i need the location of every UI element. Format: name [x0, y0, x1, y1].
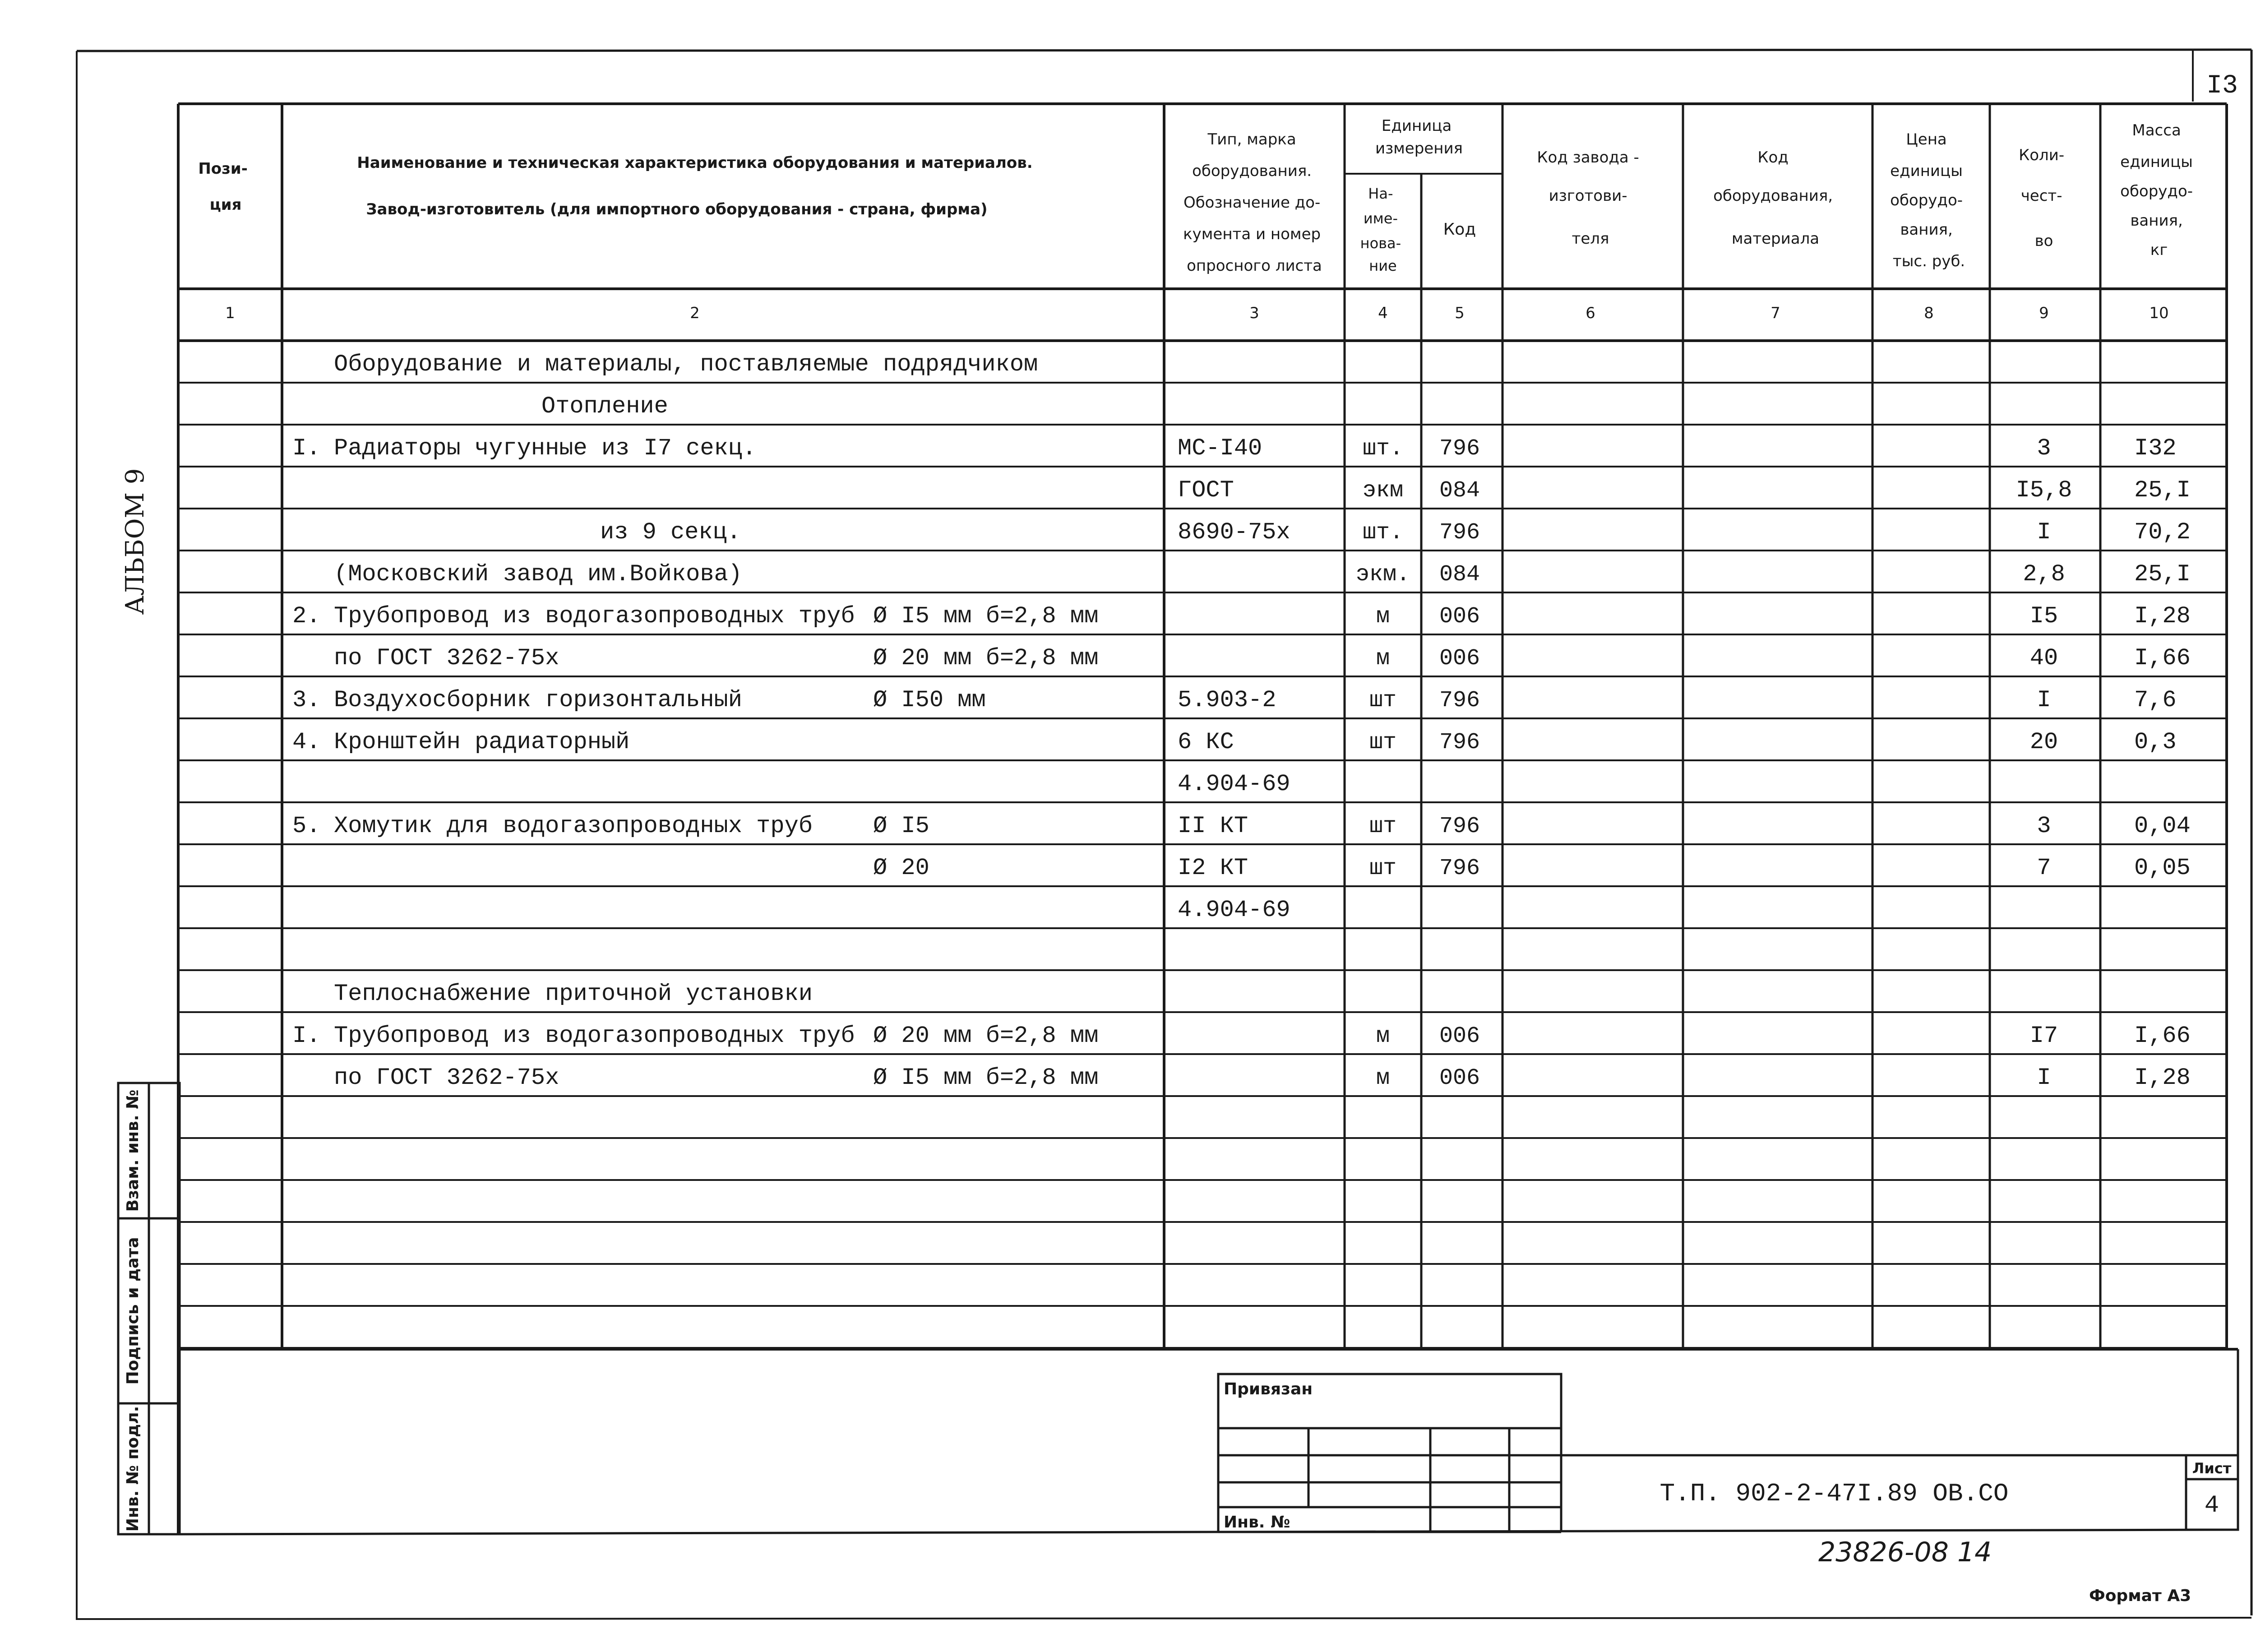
row-mass: 0,3	[2134, 729, 2177, 755]
row-type: I2 КТ	[1178, 855, 1248, 881]
row-quantity: 20	[2029, 729, 2058, 755]
side-label-podpis: Подпись и дата	[124, 1237, 142, 1385]
row-spec: Ø I5	[873, 813, 929, 839]
stamp-inv-no: Инв. №	[1224, 1513, 1290, 1532]
row-unit-code: 796	[1439, 520, 1480, 546]
stamp-list-label: Лист	[2192, 1460, 2232, 1477]
colnum-7: 7	[1771, 304, 1780, 322]
row-type: 5.903-2	[1178, 687, 1276, 713]
header-price: Цена единицы оборудо- вания, тыс. руб.	[1890, 130, 1965, 270]
row-unit-name: шт	[1369, 730, 1397, 755]
colnum-2: 2	[690, 304, 700, 322]
header-type: Тип, марка оборудования. Обозначение до- кумента и номер опросного листа	[1183, 130, 1322, 275]
row-quantity: I5	[2029, 603, 2058, 629]
header-unit-group: Единица измерения	[1375, 117, 1463, 157]
header-unit-code: Код	[1443, 220, 1476, 239]
row-spec: Ø 20	[873, 855, 929, 881]
row-mass: I,28	[2134, 1064, 2191, 1091]
row-unit-name: экм.	[1355, 562, 1410, 588]
row-unit-code: 084	[1439, 478, 1480, 504]
table-body	[292, 351, 2191, 1091]
row-spec: Ø 20 мм б=2,8 мм	[873, 645, 1099, 671]
format-label: Формат А3	[2089, 1587, 2191, 1605]
colnum-1: 1	[225, 304, 235, 322]
row-type: ГОСТ	[1178, 477, 1234, 504]
row-type: 4.904-69	[1178, 897, 1290, 923]
row-unit-code: 006	[1439, 646, 1480, 671]
row-mass: 25,I	[2134, 477, 2191, 504]
row-unit-code: 796	[1439, 814, 1480, 839]
row-unit-name: м	[1376, 646, 1390, 671]
stamp-list-number: 4	[2204, 1492, 2219, 1519]
row-unit-name: м	[1376, 1065, 1390, 1091]
sheet-number-top: I3	[2206, 71, 2238, 101]
row-mass: I32	[2134, 435, 2177, 462]
row-unit-code: 796	[1439, 688, 1480, 713]
header-name-line1: Наименование и техническая характеристика оборудования и материалов.	[357, 154, 1033, 172]
row-mass: I,28	[2134, 603, 2191, 629]
row-name: Отопление	[541, 393, 668, 420]
row-name: Трубопровод из водогазопроводных труб	[334, 603, 855, 629]
row-type: 6 КС	[1178, 729, 1234, 755]
row-quantity: I5,8	[2016, 477, 2072, 504]
row-position: I.	[292, 435, 321, 462]
row-unit-code: 084	[1439, 562, 1480, 588]
colnum-5: 5	[1455, 304, 1465, 322]
header-unit-name: На- име- нова- ние	[1360, 185, 1401, 274]
colnum-6: 6	[1586, 304, 1595, 322]
row-quantity: 7	[2037, 855, 2051, 881]
row-name: по ГОСТ 3262-75х	[334, 645, 559, 671]
row-name: Оборудование и материалы, поставляемые подрядчиком	[334, 351, 1038, 378]
colnum-3: 3	[1249, 304, 1259, 322]
row-unit-name: шт.	[1362, 436, 1404, 462]
stamp-privyazan: Привязан	[1224, 1380, 1313, 1398]
row-position: I.	[292, 1023, 321, 1049]
row-position: 2.	[292, 603, 321, 629]
side-label-vzam: Взам. инв. №	[124, 1089, 142, 1212]
colnum-9: 9	[2039, 304, 2049, 322]
table-header	[198, 117, 2198, 275]
row-unit-code: 006	[1439, 1023, 1480, 1049]
row-name: Теплоснабжение приточной установки	[334, 981, 813, 1007]
row-unit-code: 796	[1439, 856, 1480, 881]
row-quantity: 2,8	[2023, 561, 2065, 588]
handwritten-archive-number: 23826-08 14	[1818, 1536, 1992, 1568]
row-type: II КТ	[1178, 813, 1248, 839]
row-quantity: 40	[2029, 645, 2058, 671]
row-unit-name: шт	[1369, 856, 1397, 881]
row-spec: Ø I5 мм б=2,8 мм	[873, 1064, 1099, 1091]
colnum-8: 8	[1924, 304, 1934, 322]
row-name: по ГОСТ 3262-75х	[334, 1064, 559, 1091]
row-position: 3.	[292, 687, 321, 713]
row-quantity: I7	[2029, 1023, 2058, 1049]
title-block	[1218, 1374, 2238, 1532]
row-unit-code: 796	[1439, 436, 1480, 462]
header-mass: Масса единицы оборудо- вания, кг	[2120, 121, 2193, 259]
header-quantity: Коли- чест- во	[2019, 146, 2065, 250]
colnum-4: 4	[1378, 304, 1388, 322]
row-name: Воздухосборник горизонтальный	[334, 687, 742, 713]
row-spec: Ø 20 мм б=2,8 мм	[873, 1023, 1099, 1049]
row-unit-code: 006	[1439, 604, 1480, 629]
row-unit-name: м	[1376, 1023, 1390, 1049]
row-name: Радиаторы чугунные из I7 секц.	[334, 435, 757, 462]
row-spec: Ø I50 мм	[873, 687, 986, 713]
row-type: 8690-75х	[1178, 519, 1290, 546]
row-mass: I,66	[2134, 645, 2191, 671]
row-unit-name: экм	[1362, 478, 1404, 504]
column-number-row	[225, 304, 2168, 322]
side-label-inv: Инв. № подл.	[124, 1406, 142, 1532]
row-name: из 9 секц.	[600, 519, 741, 546]
row-name: Кронштейн радиаторный	[334, 729, 630, 755]
header-name-line2: Завод-изготовитель (для импортного оборудования - страна, фирма)	[366, 200, 988, 218]
row-mass: I,66	[2134, 1023, 2191, 1049]
row-mass: 25,I	[2134, 561, 2191, 588]
row-quantity: 3	[2037, 435, 2051, 462]
row-position: 5.	[292, 813, 321, 839]
row-mass: 0,04	[2134, 813, 2191, 839]
row-quantity: 3	[2037, 813, 2051, 839]
header-equipment-code: Код оборудования, материала	[1713, 148, 1833, 248]
document-designation: Т.П. 902-2-47I.89 ОВ.СО	[1660, 1479, 2009, 1508]
row-name: Трубопровод из водогазопроводных труб	[334, 1023, 855, 1049]
row-unit-name: шт	[1369, 814, 1397, 839]
row-spec: Ø I5 мм б=2,8 мм	[873, 603, 1099, 629]
row-unit-code: 796	[1439, 730, 1480, 755]
row-type: 4.904-69	[1178, 771, 1290, 797]
row-mass: 7,6	[2134, 687, 2177, 713]
row-unit-name: м	[1376, 604, 1390, 629]
row-mass: 0,05	[2134, 855, 2191, 881]
row-mass: 70,2	[2134, 519, 2191, 546]
row-quantity: I	[2037, 1064, 2051, 1091]
header-pos: Пози- ция	[198, 160, 248, 214]
album-label: АЛЬБОМ 9	[120, 468, 150, 615]
colnum-10: 10	[2149, 304, 2169, 322]
row-unit-code: 006	[1439, 1065, 1480, 1091]
header-factory-code: Код завода - изготови- теля	[1537, 148, 1639, 248]
row-quantity: I	[2037, 519, 2051, 546]
row-unit-name: шт.	[1362, 520, 1404, 546]
row-name: Хомутик для водогазопроводных труб	[334, 813, 813, 839]
row-position: 4.	[292, 729, 321, 755]
row-name: (Московский завод им.Войкова)	[334, 561, 742, 588]
row-unit-name: шт	[1369, 688, 1397, 713]
row-type: МС-I40	[1178, 435, 1262, 462]
row-quantity: I	[2037, 687, 2051, 713]
